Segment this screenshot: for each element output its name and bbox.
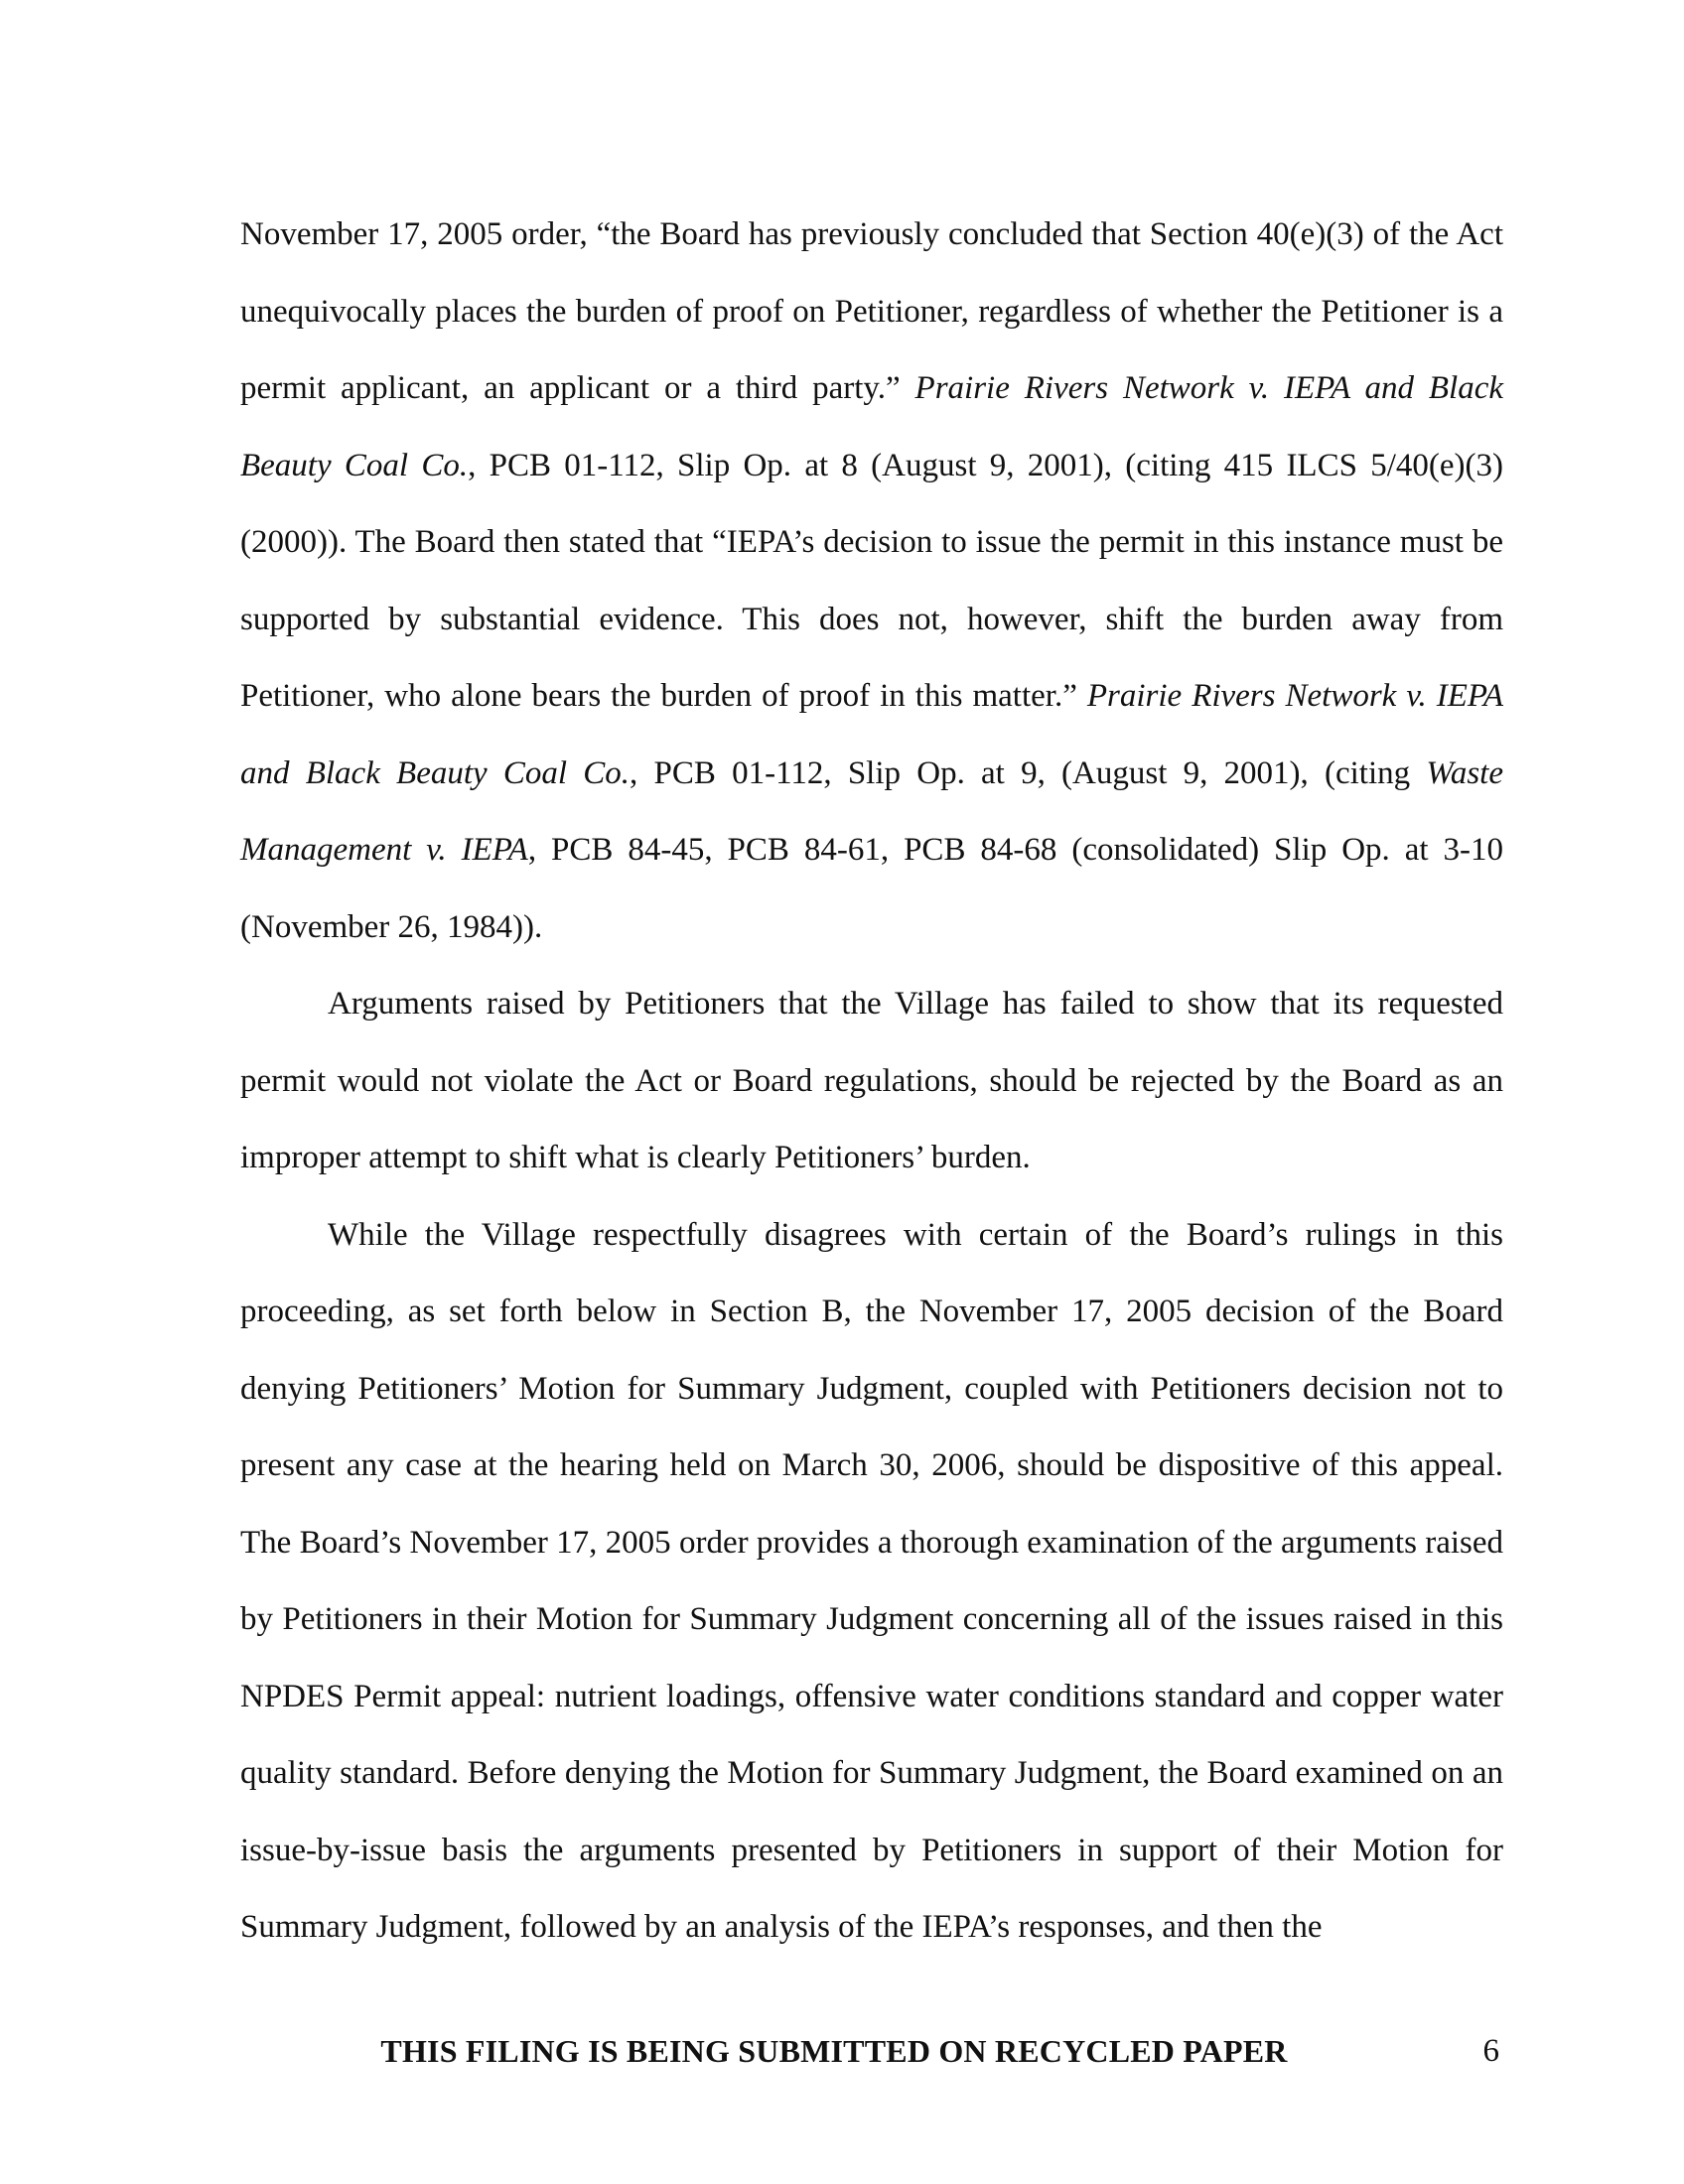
paragraph-1 (240, 197, 1503, 966)
case-citation: Prairie Rivers Network v. IEPA and Black Beauty Coal Co. (240, 678, 1503, 791)
text-span: November 17, 2005 order, “the Board has previously concluded that Section 40(e)(3) of the Act unequivocally places the burden of proof on Petitioner, regardless of whether the Petitioner is a permit applicant, an applicant or a third party.” (240, 216, 1503, 406)
text-span: , PCB 01-112, Slip Op. at 8 (August 9, 2001), (citing 415 ILCS 5/40(e)(3) (2000)). The Board then stated that “IEPA’s decision to issue the permit in this instance must be supported by substantial evidence. This does not, however, shift the burden away from Petitioner, who alone bears the burden of proof in this matter.” (240, 447, 1503, 714)
text-span: Arguments raised by Petitioners that the Village has failed to show that its requested permit would not violate the Act or Board regulations, should be rejected by the Board as an improper attempt to shift what is clearly Petitioners’ burden. (240, 986, 1503, 1175)
case-citation: Prairie Rivers Network v. IEPA and Black Beauty Coal Co. (240, 370, 1504, 483)
paragraph-2 (240, 966, 1503, 1197)
text-span: While the Village respectfully disagrees with certain of the Board’s rulings in this proceeding, as set forth below in Section B, the November 17, 2005 decision of the Board denying Petitioners’ Motion for Summary Judgment, coupled with Petitioners decision not to present any case at the hearing held on March 30, 2006, should be dispositive of this appeal. The Board’s November 17, 2005 order provides a thorough examination of the arguments raised by Petitioners in their Motion for Summary Judgment concerning all of the issues raised in this NPDES Permit appeal: nutrient loadings, offensive water conditions standard and copper water quality standard. Before denying the Motion for Summary Judgment, the Board examined on an issue-by-issue basis the arguments presented by Petitioners in support of their Motion for Summary Judgment, followed by an analysis of the IEPA’s responses, and then the (240, 1216, 1503, 1945)
recycled-paper-notice: THIS FILING IS BEING SUBMITTED ON RECYCLED PAPER (380, 2033, 1288, 2069)
text-span: , PCB 84-45, PCB 84-61, PCB 84-68 (consolidated) Slip Op. at 3-10 (November 26, 1984)). (240, 832, 1503, 945)
body-text (240, 197, 1503, 1967)
case-citation: Waste Management v. IEPA (240, 754, 1503, 868)
page-number: 6 (1482, 2033, 1499, 2069)
paragraph-3 (240, 1197, 1503, 1967)
text-span: , PCB 01-112, Slip Op. at 9, (August 9, 2001), (citing (630, 754, 1427, 791)
